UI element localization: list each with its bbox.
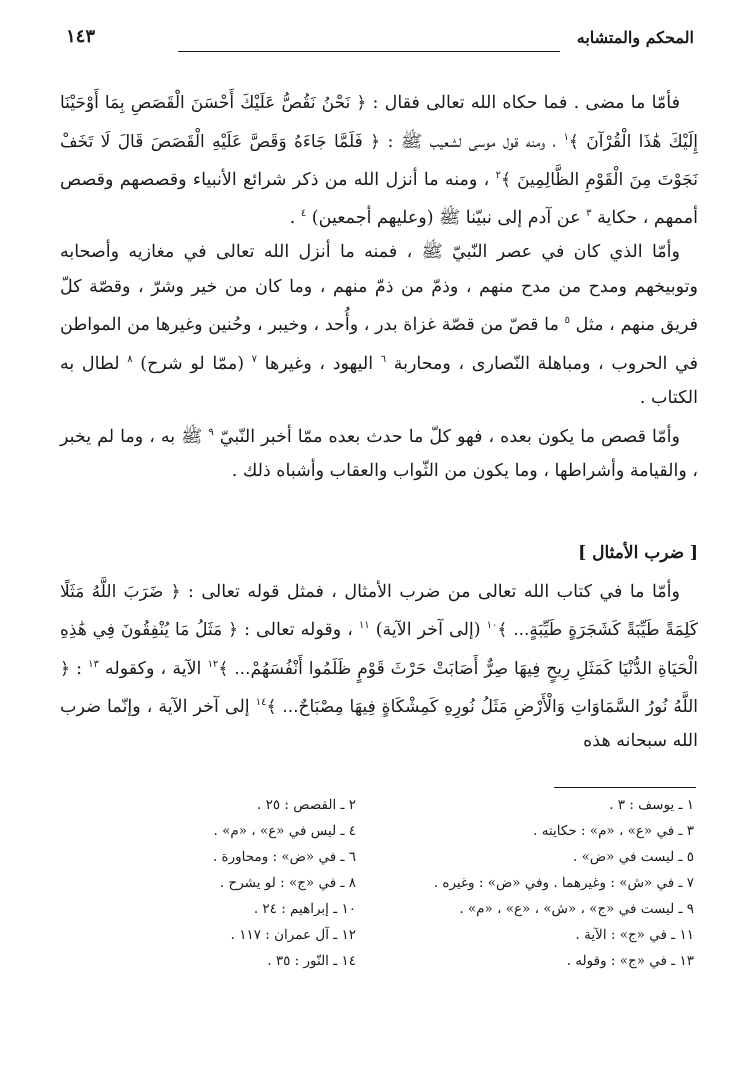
text-run: ، ومنه ما أنزل الله من ذكر شرائع الأنبياء وقصصهم وقصص أممهم ، حكاية xyxy=(60,169,698,228)
footnote: ١١ ـ في «ج» : الآية . xyxy=(575,926,694,943)
text-run: ﷺ به ، وما لم يخبر ، والقيامة وأشراطها ، وما يكون من الثّواب والعقاب وأشباه ذلك . xyxy=(60,426,698,481)
footnote-marker: ١٢ xyxy=(207,658,219,670)
footnote-marker: ٧ xyxy=(251,353,258,365)
page-number: ١٤٣ xyxy=(66,26,96,47)
main-text xyxy=(60,86,698,759)
text-run: ، وقوله تعالى : xyxy=(238,620,359,641)
paragraph-past-stories xyxy=(60,86,698,235)
footnote: ٧ ـ في «ش» : وغيرهما . وفي «ض» : وغيره . xyxy=(433,874,694,891)
footnote-marker: ٣ xyxy=(586,208,592,220)
text-run: وأمّا ما في كتاب الله تعالى من ضرب الأمثال ، فمثل قوله تعالى : xyxy=(180,581,680,602)
footnote-marker: ١١ xyxy=(358,620,370,632)
text-run: ما قصّ من قصّة غزاة بدر ، وأُحد ، وخيبر ، وحُنين وغيرها من المواطن في الحروب ، ومباهلة النّصارى ، ومحاربة xyxy=(60,315,698,374)
footnote: ١٢ ـ آل عمران : ١١٧ . xyxy=(230,926,356,943)
footnote: ٣ ـ في «ع» ، «م» : حكايته . xyxy=(533,822,694,839)
text-run: : xyxy=(69,658,89,679)
chapter-title: المحكم والمتشابه xyxy=(576,28,694,47)
text-run: وأمّا قصص ما يكون بعده ، فهو كلّ ما حدث بعده ممّا أخبر النّبيّ xyxy=(213,426,680,447)
text-run: . xyxy=(289,207,301,228)
paragraph-parables xyxy=(60,575,698,759)
section-heading: [ ضرب الأمثال ] xyxy=(578,543,698,564)
footnote-marker: ٦ xyxy=(380,353,387,365)
footnote: ٤ ـ ليس في «ع» ، «م» . xyxy=(213,822,356,839)
footnotes xyxy=(60,794,698,972)
footnote-marker: ٥ xyxy=(564,315,570,327)
quran-quote: ﴿ فَلَمَّا جَاءَهُ وَقَصَّ عَلَيْهِ الْقَصَصَ قَالَ لَا تَخَفْ نَجَوْتَ مِنَ الْقَوْمِ الظَّالِمِينَ ﴾ xyxy=(60,131,699,190)
header-rule xyxy=(178,51,560,52)
paragraph-future-stories xyxy=(60,416,698,489)
footnote: ٢ ـ القصص : ٢٥ . xyxy=(257,796,356,813)
footnote: ١٣ ـ في «ج» : وقوله . xyxy=(566,952,694,969)
footnote-marker: ٤ xyxy=(300,208,307,220)
footnote-marker: ٩ xyxy=(208,426,214,438)
footnote-marker: ١٤ xyxy=(255,697,267,709)
quran-quote: ﴿ مَثَلُ مَا يُنْفِقُونَ فِي هَٰذِهِ الْحَيَاةِ الدُّنْيَا كَمَثَلِ رِيحٍ فِيهَا صِرٌّ أَصَابَتْ حَرْثَ قَوْمٍ ظَلَمُوا أَنْفُسَهُمْ... ﴾ xyxy=(60,620,699,679)
footnote: ٩ ـ ليست في «ج» ، «ش» ، «ع» ، «م» . xyxy=(459,900,694,917)
footnote-marker: ٢ xyxy=(495,169,502,181)
text-run: عن آدم إلى نبيّنا ﷺ (وعليهم أجمعين) xyxy=(306,207,587,228)
footnote-marker: ١٣ xyxy=(88,658,99,670)
text-run: الآية ، وكقوله xyxy=(98,658,208,679)
running-header xyxy=(60,20,698,64)
text-run: ، ومنه قول موسى لشعيب ﷺ : xyxy=(380,131,564,152)
quran-quote: ﴿ نَحْنُ نَقُصُّ عَلَيْكَ أَحْسَنَ الْقَصَصِ بِمَا أَوْحَيْنَا إِلَيْكَ هَٰذَا الْقُرْآنَ ﴾ xyxy=(60,93,698,152)
footnote-separator xyxy=(554,787,696,788)
text-run: فأمّا ما مضى . فما حكاه الله تعالى فقال : xyxy=(366,93,680,113)
text-run: (إلى آخر الآية) xyxy=(369,620,487,641)
footnote: ٦ ـ في «ض» : ومحاورة . xyxy=(212,848,356,865)
quran-quote: ﴿ اللَّهُ نُورُ السَّمَاوَاتِ وَالْأَرْضِ مَثَلُ نُورِهِ كَمِشْكَاةٍ فِيهَا مِصْبَاحٌ... ﴾ xyxy=(60,658,698,717)
paragraph-prophet-era xyxy=(60,235,698,415)
text-run: اليهود ، وغيرها xyxy=(257,353,381,374)
footnote-marker: ٨ xyxy=(127,353,133,365)
text-run: (ممّا لو شرح) xyxy=(132,353,252,374)
footnote: ٥ ـ ليست في «ض» . xyxy=(572,848,694,865)
text-run: وأمّا الذي كان في عصر النّبيّ ﷺ ، فمنه ما أنزل الله تعالى في مغازيه وأصحابه وتوبيخهم ومدح من مدح منهم ، وذمّ من ذمّ منهم ، وما كان من خير وشرّ ، وقصّة كلّ فريق منهم ، مثل xyxy=(60,242,698,336)
text-run: إلى آخر الآية ، وإنّما ضرب الله سبحانه هذه xyxy=(60,696,698,752)
quran-quote: ﴿ ضَرَبَ اللَّهُ مَثَلًا كَلِمَةً طَيِّبَةً كَشَجَرَةٍ طَيِّبَةٍ... ﴾ xyxy=(60,581,699,641)
text-run: لطال به الكتاب . xyxy=(60,353,698,409)
footnote-marker: ١٠ xyxy=(486,620,498,632)
footnote: ١٠ ـ إبراهيم : ٢٤ . xyxy=(253,900,356,917)
footnote: ٨ ـ في «ج» : لو يشرح . xyxy=(219,874,356,891)
footnote: ١٤ ـ النّور : ٣٥ . xyxy=(267,952,356,969)
footnote: ١ ـ يوسف : ٣ . xyxy=(609,796,694,813)
footnote-marker: ١ xyxy=(563,131,569,143)
